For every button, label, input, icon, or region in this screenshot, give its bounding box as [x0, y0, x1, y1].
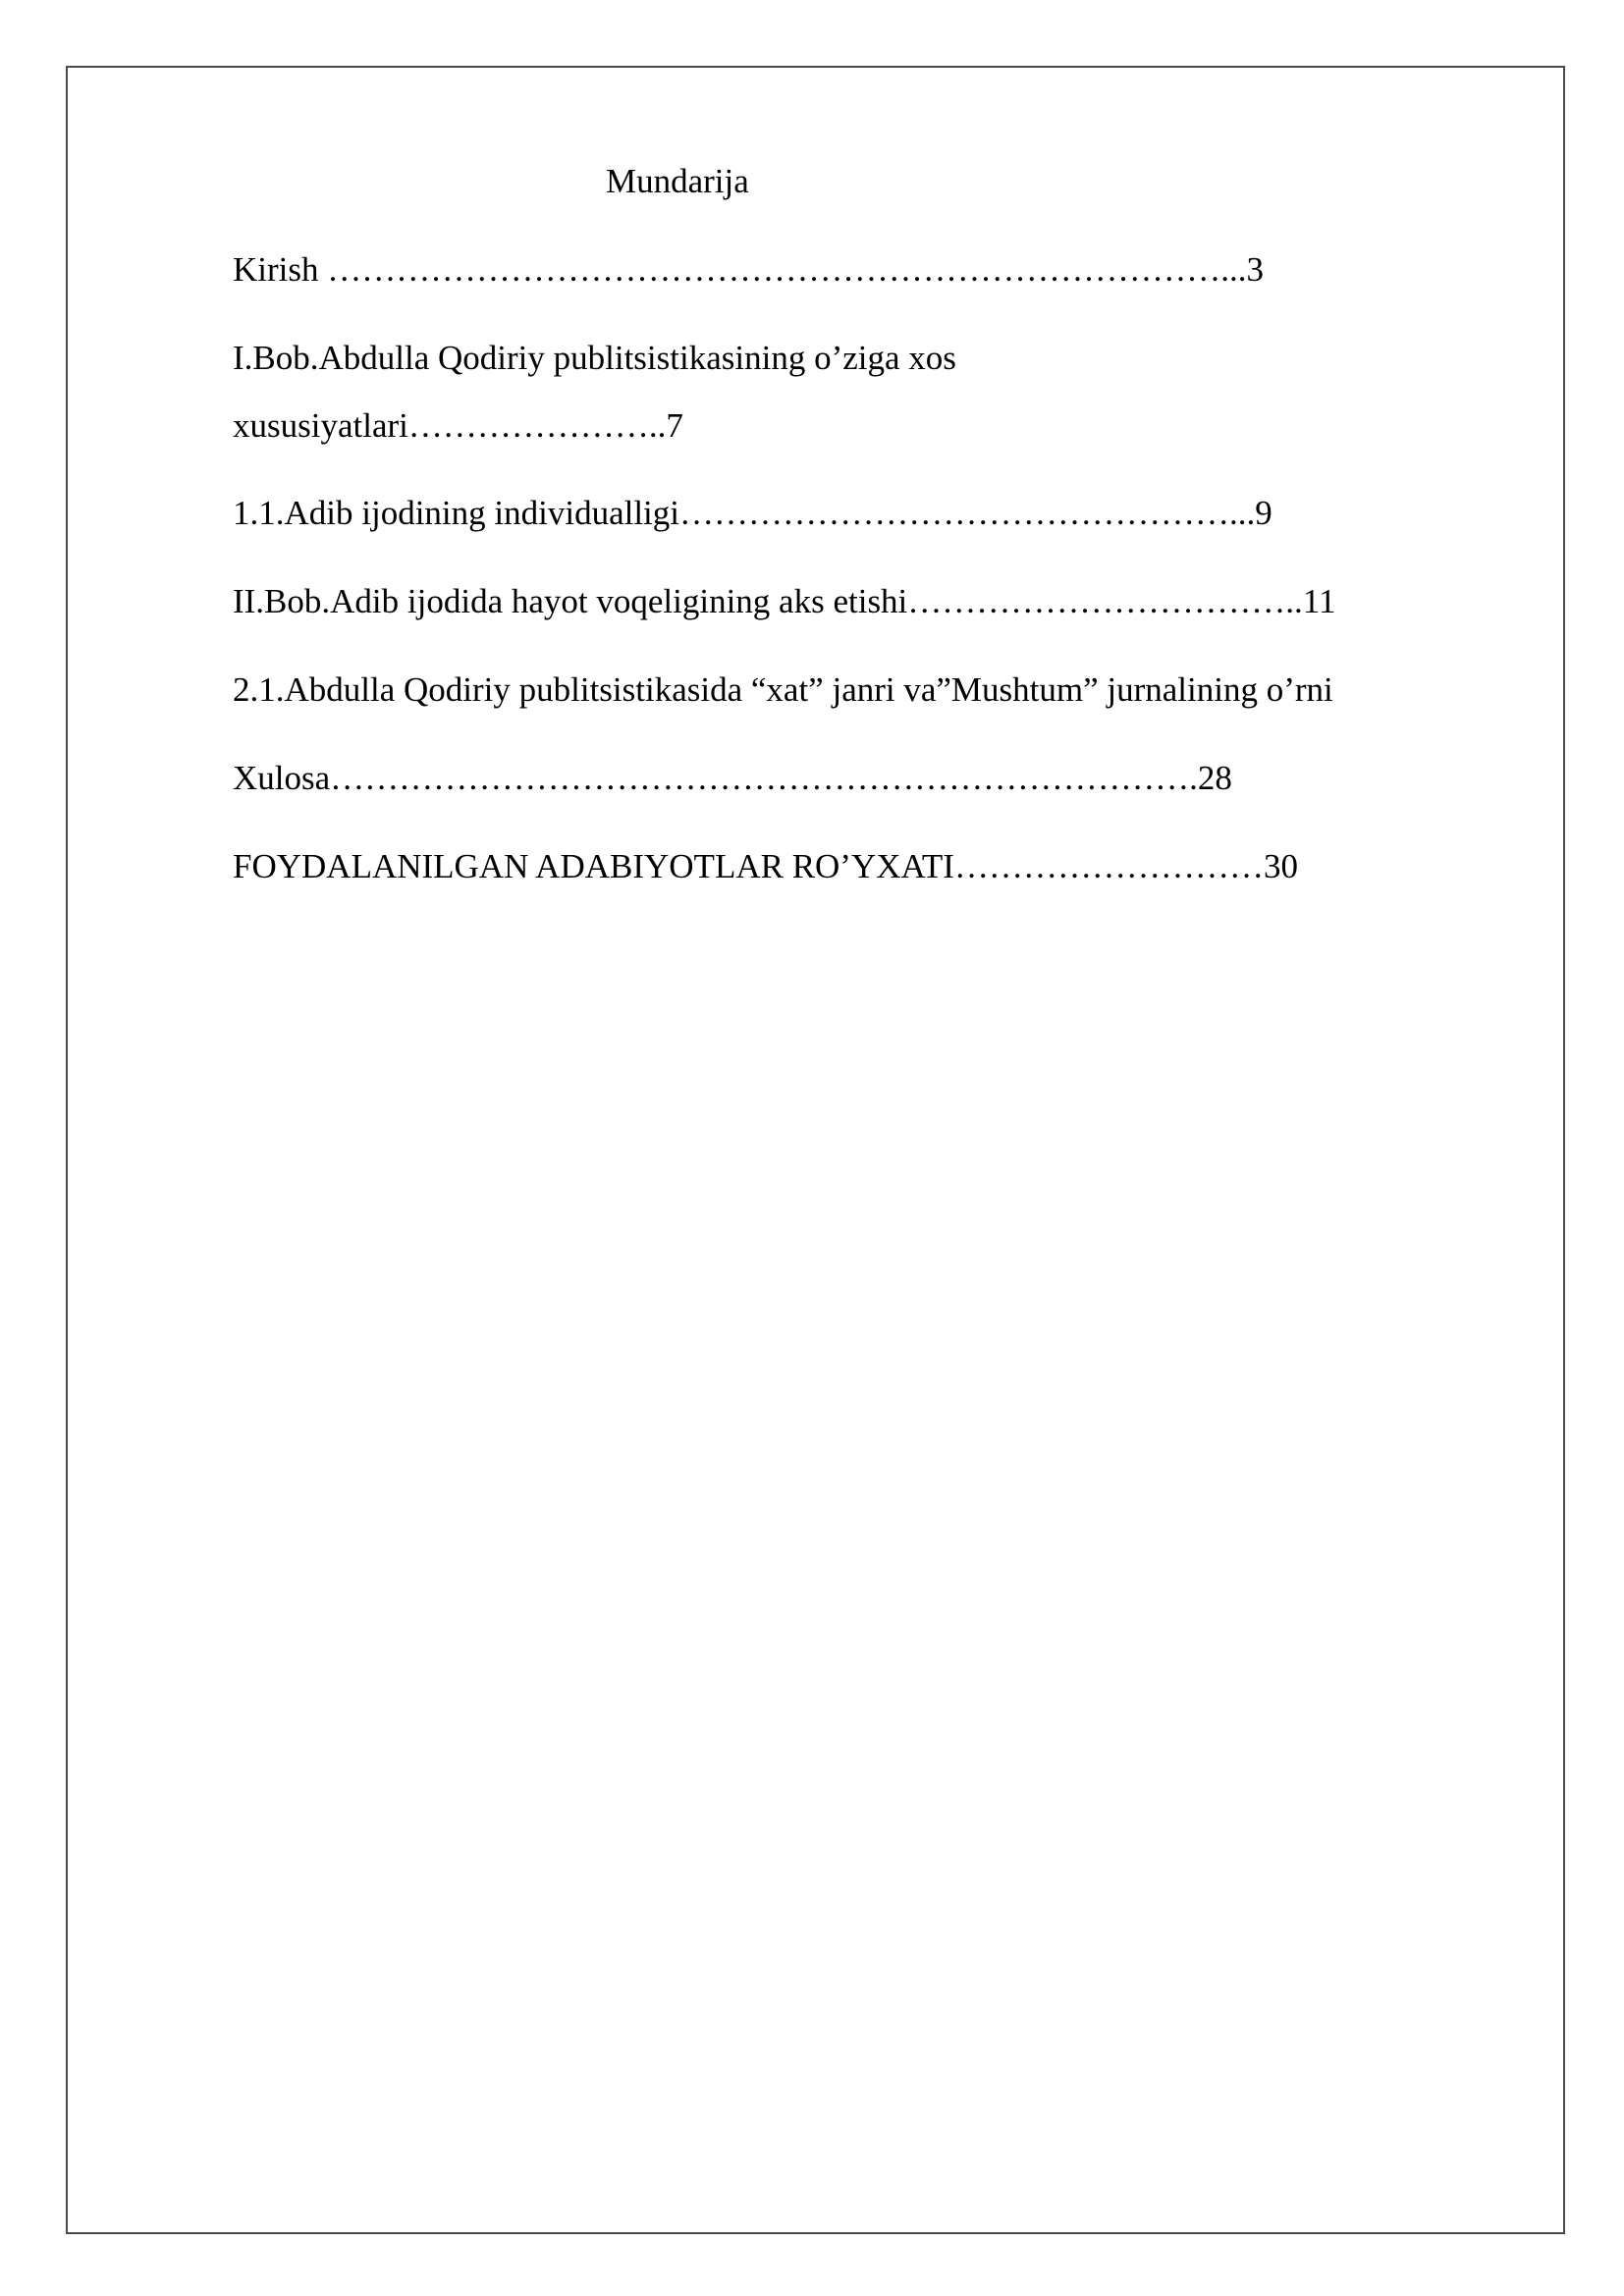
toc-entry-section-2-1: 2.1.Abdulla Qodiriy publitsistikasida “xat” janri va”Mushtum” jurnalining o’rni — [233, 670, 1333, 709]
toc-entry-references: FOYDALANILGAN ADABIYOTLAR RO’YXATI………………………30 — [233, 847, 1298, 885]
page-border — [66, 66, 1565, 2234]
toc-entry-chapter-1-line-2: xususiyatlari…………………..7 — [233, 406, 683, 445]
toc-entry-section-1-1: 1.1.Adib ijodining individualligi…………………………………………...9 — [233, 494, 1272, 532]
toc-entry-xulosa: Xulosa………………………………………………………………….28 — [233, 759, 1232, 797]
toc-entry-chapter-2: II.Bob.Adib ijodida hayot voqeligining aks etishi……………………………..11 — [233, 582, 1336, 620]
toc-title: Mundarija — [606, 162, 749, 200]
toc-entry-kirish: Kirish ……………………………………………………………………...3 — [233, 250, 1264, 289]
toc-entry-chapter-1-line-1: I.Bob.Abdulla Qodiriy publitsistikasining o’ziga xos — [233, 339, 956, 377]
